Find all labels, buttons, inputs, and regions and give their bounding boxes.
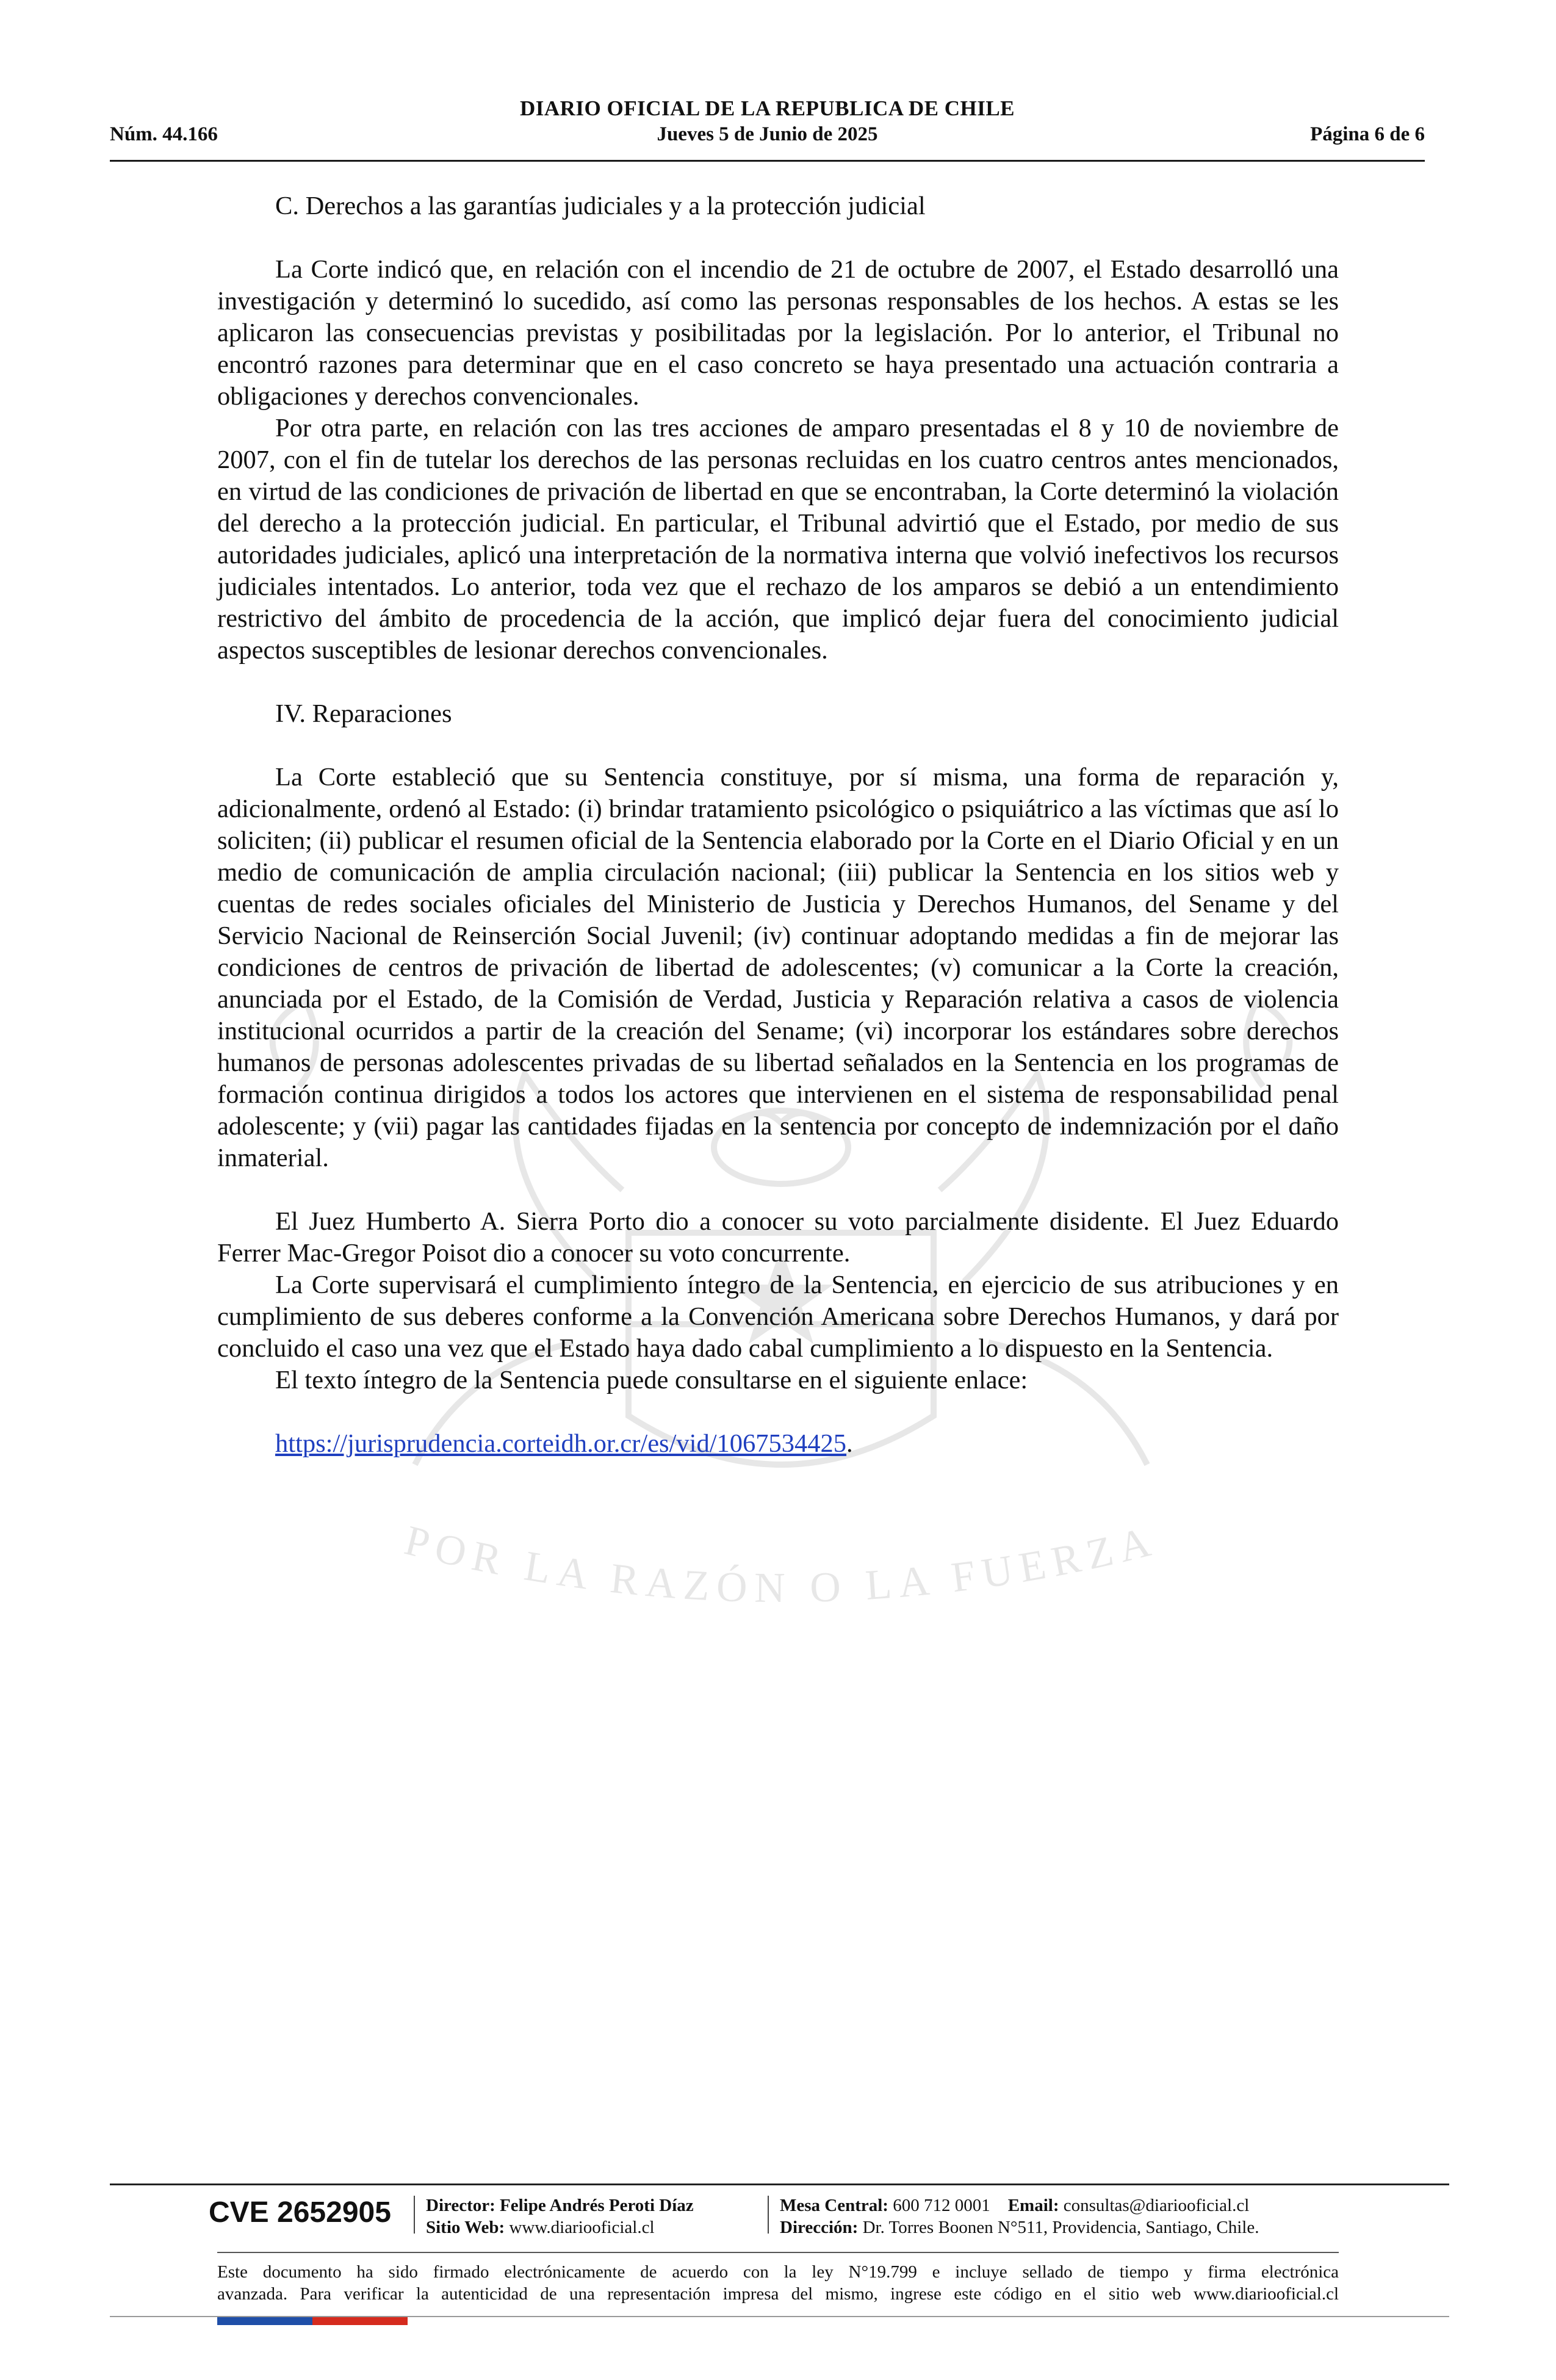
svg-text:POR LA RAZÓN O LA FUERZA (400, 1517, 1162, 1612)
paragraph-supervision: La Corte supervisará el cumplimiento íntegro de la Sentencia, en ejercicio de sus atribuciones y en cumplimiento de sus deberes conforme a la Convención Americana sobre Derechos Humanos, y dará por concluido el caso una vez que el Estado haya dado cabal cumplimiento a lo dispuesto en la Sentencia. (217, 1271, 1339, 1363)
email-label: Email: (1007, 2196, 1059, 2215)
section-iv-heading: IV. Reparaciones (275, 699, 452, 728)
phone-label: Mesa Central: (780, 2196, 888, 2215)
cve-code: CVE 2652905 (209, 2196, 391, 2229)
sentencia-link[interactable]: https://jurisprudencia.corteidh.or.cr/es/vid/1067534425 (275, 1429, 847, 1458)
footer-middle-rule (217, 2252, 1339, 2253)
legal-notice (217, 2261, 1339, 2305)
footer-separator (414, 2196, 415, 2234)
flag-color-bar (217, 2317, 408, 2325)
section-c-heading: C. Derechos a las garantías judiciales y a la protección judicial (275, 192, 926, 220)
website-label: Sitio Web: (426, 2218, 505, 2237)
legal-line: Este documento ha sido firmado electrónicamente de acuerdo con la ley N°19.799 e incluye sellado de tiempo y firma electrónica (217, 2262, 1339, 2282)
legal-line: avanzada. Para verificar la autenticidad de una representación impresa del mismo, ingrese este código en el sitio web www.diariooficial.cl (217, 2284, 1339, 2304)
paragraph-amparo: Por otra parte, en relación con las tres acciones de amparo presentadas el 8 y 10 de noviembre de 2007, con el fin de tutelar los derechos de las personas recluidas en los cuatro centros antes mencionados, en virtud de las condiciones de privación de libertad en que se encontraban, la Corte determinó la violación del derecho a la protección judicial. En particular, el Tribunal advirtió que el Estado, por medio de sus autoridades judiciales, aplicó una interpretación de la normativa interna que volvió inefectivos los recursos judiciales intentados. Lo anterior, toda vez que el rechazo de los amparos se debió a un entendimiento restrictivo del ámbito de procedencia de la acción, que implicó dejar fuera del conocimiento judicial aspectos susceptibles de lesionar derechos convencionales. (217, 414, 1339, 665)
issue-number: Núm. 44.166 (110, 123, 218, 145)
flag-blue-segment (217, 2317, 312, 2325)
footer-director-block (426, 2194, 694, 2238)
page-header (110, 93, 1425, 162)
link-period: . (846, 1429, 853, 1458)
paragraph-incendio: La Corte indicó que, en relación con el incendio de 21 de octubre de 2007, el Estado desarrolló una investigación y determinó lo sucedido, así como las personas responsables de los hechos. A estas se les aplicaron las consecuencias previstas y posibilitadas por la legislación. Por lo anterior, el Tribunal no encontró razones para determinar que en el caso concreto se haya presentado una actuación contraria a obligaciones y derechos convencionales. (217, 255, 1339, 411)
paragraph-reparaciones: La Corte estableció que su Sentencia constituye, por sí misma, una forma de reparación y, adicionalmente, ordenó al Estado: (i) brindar tratamiento psicológico o psiquiátrico a las víctimas que así lo soliciten; (ii) publicar el resumen oficial de la Sentencia elaborado por la Corte en el Diario Oficial y en un medio de comunicación de amplia circulación nacional; (iii) publicar la Sentencia en los sitios web y cuentas de redes sociales oficiales del Ministerio de Justicia y Derechos Humanos, del Sename y del Servicio Nacional de Reinserción Social Juvenil; (iv) continuar adoptando medidas a fin de mejorar las condiciones de centros de privación de libertad de adolescentes; (v) comunicar a la Corte la creación, anunciada por el Estado, de la Comisión de Verdad, Justicia y Reparación relativa a casos de violencia institucional ocurridos a partir de la creación del Sename; (vi) incorporar los estándares sobre derechos humanos de personas adolescentes privadas de su libertad señalados en la Sentencia en los programas de formación continua dirigidos a todos los actores que intervienen en el sistema de responsabilidad penal adolescente; y (vii) pagar las cantidades fijadas en la sentencia por concepto de indemnización por el daño inmaterial. (217, 763, 1339, 1172)
publication-date: Jueves 5 de Junio de 2025 (657, 123, 878, 145)
paragraph-votos: El Juez Humberto A. Sierra Porto dio a conocer su voto parcialmente disidente. El Juez Eduardo Ferrer Mac-Gregor Poisot dio a conocer su voto concurrente. (217, 1207, 1339, 1268)
director-name: Felipe Andrés Peroti Díaz (500, 2196, 694, 2215)
flag-red-segment (312, 2317, 408, 2325)
footer-top-rule (110, 2183, 1449, 2185)
footer-separator (768, 2196, 769, 2234)
publication-title: DIARIO OFICIAL DE LA REPUBLICA DE CHILE (519, 96, 1015, 120)
link-line (217, 1428, 1339, 1460)
paragraph-link-intro: El texto íntegro de la Sentencia puede consultarse en el siguiente enlace: (275, 1366, 1028, 1394)
watermark-motto: POR LA RAZÓN O LA FUERZA (400, 1516, 1162, 1612)
website[interactable]: www.diariooficial.cl (509, 2218, 655, 2237)
page-number: Página 6 de 6 (1310, 123, 1425, 145)
document-body (217, 190, 1339, 1460)
director-label: Director: (426, 2196, 495, 2215)
footer-contact-block (780, 2194, 1259, 2238)
email[interactable]: consultas@diariooficial.cl (1063, 2196, 1250, 2215)
address-label: Dirección: (780, 2218, 859, 2237)
phone: 600 712 0001 (893, 2196, 990, 2215)
address: Dr. Torres Boonen N°511, Providencia, Santiago, Chile. (862, 2218, 1259, 2237)
